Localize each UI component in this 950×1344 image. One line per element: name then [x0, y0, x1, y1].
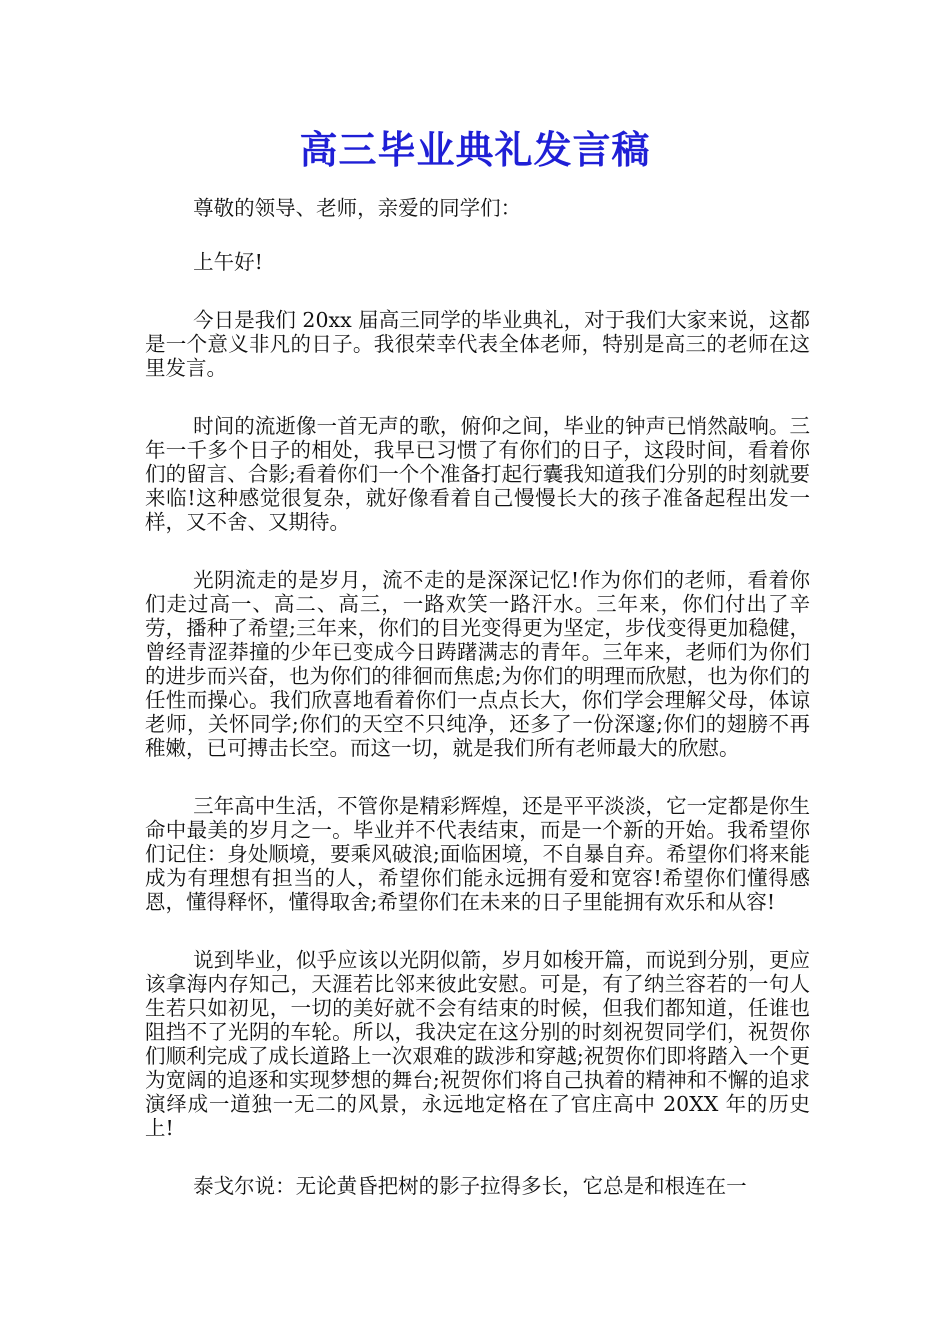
body-paragraph: 今日是我们 20xx 届高三同学的毕业典礼，对于我们大家来说，这都是一个意义非凡的日子。我很荣幸代表全体老师，特别是高三的老师在这里发言。 [145, 308, 810, 380]
body-paragraph: 泰戈尔说：无论黄昏把树的影子拉得多长，它总是和根连在一 [193, 1174, 747, 1198]
document-title: 高三毕业典礼发言稿 [299, 127, 651, 172]
body-paragraph: 说到毕业，似乎应该以光阴似箭，岁月如梭开篇，而说到分别，更应该拿海内存知己，天涯若比邻来彼此安慰。可是，有了纳兰容若的一句人生若只如初见，一切的美好就不会有结束的时候，但我们都知道，任谁也阻挡不了光阴的车轮。所以，我决定在这分别的时刻祝贺同学们，祝贺你们顺利完成了成长道路上一次艰难的跋涉和穿越;祝贺你们即将踏入一个更为宽阔的追逐和实现梦想的舞台;祝贺你们将自己执着的精神和不懈的追求演绎成一道独一无二的风景，永远地定格在了官庄高中 20XX 年的历史上! [145, 948, 810, 1140]
body-paragraph: 三年高中生活，不管你是精彩辉煌，还是平平淡淡，它一定都是你生命中最美的岁月之一。毕业并不代表结束，而是一个新的开始。我希望你们记住：身处顺境，要乘风破浪;面临困境，不自暴自弃。希望你们将来能成为有理想有担当的人，希望你们能永远拥有爱和宽容!希望你们懂得感恩，懂得释怀，懂得取舍;希望你们在未来的日子里能拥有欢乐和从容! [145, 794, 810, 914]
body-paragraph: 时间的流逝像一首无声的歌，俯仰之间，毕业的钟声已悄然敲响。三年一千多个日子的相处，我早已习惯了有你们的日子，这段时间，看着你们的留言、合影;看着你们一个个准备打起行囊我知道我们分别的时刻就要来临!这种感觉很复杂，就好像看着自己慢慢长大的孩子准备起程出发一样，又不舍、又期待。 [145, 414, 810, 534]
greeting-paragraph: 上午好! [193, 250, 263, 274]
body-paragraph: 光阴流走的是岁月，流不走的是深深记忆!作为你们的老师，看着你们走过高一、高二、高三，一路欢笑一路汗水。三年来，你们付出了辛劳，播种了希望;三年来，你们的目光变得更为坚定，步伐变得更加稳健，曾经青涩莽撞的少年已变成今日踌躇满志的青年。三年来，老师们为你们的进步而兴奋，也为你们的徘徊而焦虑;为你们的明理而欣慰，也为你们的任性而操心。我们欣喜地看着你们一点点长大，你们学会理解父母，体谅老师，关怀同学;你们的天空不只纯净，还多了一份深邃;你们的翅膀不再稚嫩，已可搏击长空。而这一切，就是我们所有老师最大的欣慰。 [145, 568, 810, 760]
document-body [145, 196, 810, 1232]
salutation-paragraph: 尊敬的领导、老师，亲爱的同学们： [193, 196, 522, 220]
